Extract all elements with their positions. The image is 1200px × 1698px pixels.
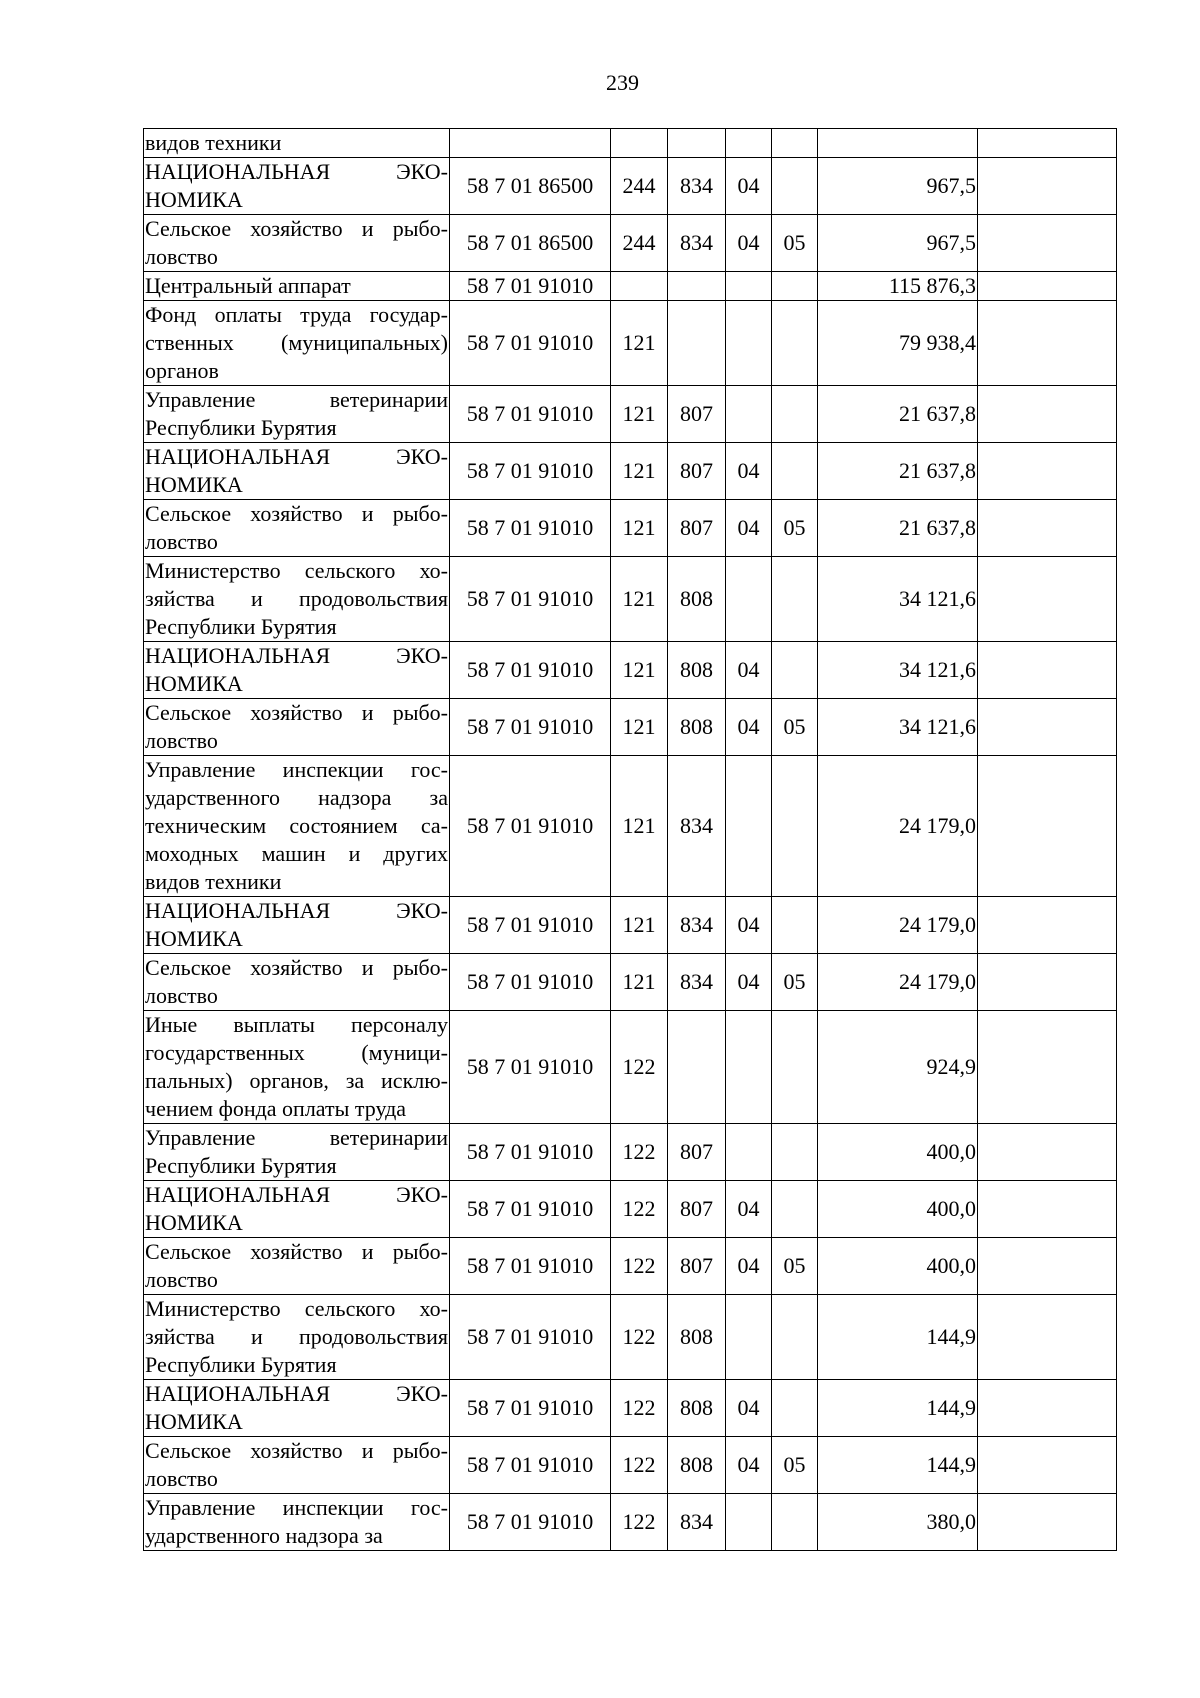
cell-subsection: 05: [772, 215, 818, 272]
cell-amount: [818, 129, 978, 158]
cell-empty: [978, 386, 1117, 443]
cell-amount: 400,0: [818, 1124, 978, 1181]
cell-section: 04: [726, 215, 772, 272]
cell-subsection: [772, 272, 818, 301]
cell-empty: [978, 500, 1117, 557]
cell-name: НАЦИОНАЛЬНАЯ ЭКО-НОМИКА: [144, 443, 450, 500]
cell-subsection: 05: [772, 1238, 818, 1295]
cell-amount: 400,0: [818, 1181, 978, 1238]
table-row: [144, 557, 1117, 642]
cell-amount: 144,9: [818, 1380, 978, 1437]
cell-name: Сельское хозяйство и рыбо-ловство: [144, 1238, 450, 1295]
cell-expense-type: 122: [611, 1437, 668, 1494]
cell-administrator: 808: [668, 1437, 726, 1494]
cell-target-article: 58 7 01 91010: [450, 1437, 611, 1494]
table-row: [144, 386, 1117, 443]
cell-name: видов техники: [144, 129, 450, 158]
cell-empty: [978, 1380, 1117, 1437]
cell-section: 04: [726, 699, 772, 756]
cell-target-article: 58 7 01 91010: [450, 642, 611, 699]
cell-subsection: [772, 897, 818, 954]
cell-section: [726, 1124, 772, 1181]
cell-empty: [978, 1494, 1117, 1551]
cell-administrator: 834: [668, 1494, 726, 1551]
cell-administrator: 834: [668, 954, 726, 1011]
cell-subsection: 05: [772, 699, 818, 756]
cell-target-article: 58 7 01 91010: [450, 301, 611, 386]
cell-section: 04: [726, 642, 772, 699]
cell-name: Министерство сельского хо-зяйства и продовольствия Республики Бурятия: [144, 1295, 450, 1380]
cell-section: [726, 386, 772, 443]
cell-subsection: 05: [772, 1437, 818, 1494]
cell-subsection: [772, 1124, 818, 1181]
table-row: [144, 1295, 1117, 1380]
cell-section: [726, 129, 772, 158]
cell-target-article: 58 7 01 91010: [450, 443, 611, 500]
cell-expense-type: 122: [611, 1238, 668, 1295]
table-row: [144, 1124, 1117, 1181]
cell-target-article: 58 7 01 86500: [450, 158, 611, 215]
cell-empty: [978, 1181, 1117, 1238]
cell-amount: 144,9: [818, 1437, 978, 1494]
cell-amount: 380,0: [818, 1494, 978, 1551]
table-row: [144, 756, 1117, 897]
cell-administrator: 808: [668, 1380, 726, 1437]
cell-expense-type: 121: [611, 756, 668, 897]
table-row: [144, 1181, 1117, 1238]
budget-table: [143, 128, 1117, 1551]
cell-expense-type: [611, 272, 668, 301]
cell-section: 04: [726, 500, 772, 557]
cell-administrator: 808: [668, 642, 726, 699]
table-row: [144, 1011, 1117, 1124]
cell-target-article: 58 7 01 91010: [450, 1124, 611, 1181]
cell-administrator: 807: [668, 500, 726, 557]
cell-expense-type: 121: [611, 301, 668, 386]
cell-empty: [978, 443, 1117, 500]
cell-name: Иные выплаты персоналу государственных (муници-пальных) органов, за исклю-чением фонда оплаты труда: [144, 1011, 450, 1124]
cell-amount: 24 179,0: [818, 897, 978, 954]
table-row: [144, 215, 1117, 272]
cell-target-article: 58 7 01 91010: [450, 386, 611, 443]
cell-empty: [978, 301, 1117, 386]
cell-target-article: 58 7 01 91010: [450, 557, 611, 642]
table-row: [144, 1437, 1117, 1494]
cell-name: НАЦИОНАЛЬНАЯ ЭКО-НОМИКА: [144, 642, 450, 699]
cell-section: 04: [726, 158, 772, 215]
table-row: [144, 642, 1117, 699]
table-row: [144, 301, 1117, 386]
cell-name: НАЦИОНАЛЬНАЯ ЭКО-НОМИКА: [144, 1181, 450, 1238]
cell-subsection: [772, 756, 818, 897]
cell-amount: 21 637,8: [818, 500, 978, 557]
cell-empty: [978, 1238, 1117, 1295]
cell-target-article: 58 7 01 86500: [450, 215, 611, 272]
cell-section: [726, 557, 772, 642]
cell-section: [726, 301, 772, 386]
cell-amount: 115 876,3: [818, 272, 978, 301]
cell-amount: 21 637,8: [818, 443, 978, 500]
cell-subsection: [772, 642, 818, 699]
cell-empty: [978, 756, 1117, 897]
cell-empty: [978, 158, 1117, 215]
cell-administrator: [668, 129, 726, 158]
cell-name: Центральный аппарат: [144, 272, 450, 301]
table-row: [144, 500, 1117, 557]
cell-administrator: 807: [668, 1124, 726, 1181]
cell-amount: 924,9: [818, 1011, 978, 1124]
cell-administrator: 808: [668, 1295, 726, 1380]
cell-name: Министерство сельского хо-зяйства и продовольствия Республики Бурятия: [144, 557, 450, 642]
cell-section: 04: [726, 1437, 772, 1494]
cell-expense-type: 121: [611, 699, 668, 756]
table-body: [144, 129, 1117, 1551]
cell-section: [726, 1011, 772, 1124]
table-row: [144, 1494, 1117, 1551]
cell-name: Сельское хозяйство и рыбо-ловство: [144, 1437, 450, 1494]
cell-empty: [978, 897, 1117, 954]
cell-name: Сельское хозяйство и рыбо-ловство: [144, 699, 450, 756]
cell-administrator: 834: [668, 215, 726, 272]
cell-empty: [978, 272, 1117, 301]
cell-subsection: [772, 386, 818, 443]
cell-amount: 34 121,6: [818, 699, 978, 756]
cell-amount: 967,5: [818, 215, 978, 272]
cell-subsection: 05: [772, 500, 818, 557]
cell-administrator: 808: [668, 557, 726, 642]
cell-administrator: 807: [668, 1181, 726, 1238]
cell-target-article: 58 7 01 91010: [450, 272, 611, 301]
cell-expense-type: 122: [611, 1295, 668, 1380]
table-row: [144, 443, 1117, 500]
cell-target-article: 58 7 01 91010: [450, 1238, 611, 1295]
cell-administrator: [668, 301, 726, 386]
cell-amount: 34 121,6: [818, 642, 978, 699]
cell-subsection: [772, 129, 818, 158]
cell-subsection: [772, 1011, 818, 1124]
cell-target-article: [450, 129, 611, 158]
cell-expense-type: 121: [611, 897, 668, 954]
cell-subsection: [772, 158, 818, 215]
cell-amount: 967,5: [818, 158, 978, 215]
cell-expense-type: 121: [611, 500, 668, 557]
cell-expense-type: 121: [611, 954, 668, 1011]
cell-target-article: 58 7 01 91010: [450, 1380, 611, 1437]
cell-section: [726, 1295, 772, 1380]
cell-section: [726, 756, 772, 897]
table-row: [144, 1238, 1117, 1295]
cell-target-article: 58 7 01 91010: [450, 500, 611, 557]
cell-administrator: [668, 272, 726, 301]
cell-name: Управление ветеринарии Республики Бурятия: [144, 386, 450, 443]
cell-empty: [978, 699, 1117, 756]
table-row: [144, 1380, 1117, 1437]
cell-subsection: 05: [772, 954, 818, 1011]
cell-expense-type: 122: [611, 1494, 668, 1551]
cell-name: Сельское хозяйство и рыбо-ловство: [144, 954, 450, 1011]
cell-expense-type: 121: [611, 386, 668, 443]
cell-name: Управление инспекции гос-ударственного надзора за: [144, 1494, 450, 1551]
cell-subsection: [772, 1494, 818, 1551]
cell-empty: [978, 954, 1117, 1011]
cell-target-article: 58 7 01 91010: [450, 954, 611, 1011]
cell-administrator: 834: [668, 158, 726, 215]
cell-section: 04: [726, 443, 772, 500]
cell-target-article: 58 7 01 91010: [450, 1011, 611, 1124]
cell-empty: [978, 557, 1117, 642]
cell-administrator: 834: [668, 897, 726, 954]
cell-section: 04: [726, 1380, 772, 1437]
cell-name: Управление инспекции гос-ударственного надзора за техническим состоянием са-моходных машин и других видов техники: [144, 756, 450, 897]
cell-target-article: 58 7 01 91010: [450, 699, 611, 756]
cell-empty: [978, 642, 1117, 699]
page-number: 239: [606, 70, 639, 95]
cell-target-article: 58 7 01 91010: [450, 1295, 611, 1380]
cell-expense-type: 121: [611, 443, 668, 500]
cell-name: НАЦИОНАЛЬНАЯ ЭКО-НОМИКА: [144, 1380, 450, 1437]
cell-subsection: [772, 1181, 818, 1238]
cell-amount: 24 179,0: [818, 954, 978, 1011]
cell-administrator: 807: [668, 1238, 726, 1295]
table-row: [144, 129, 1117, 158]
cell-target-article: 58 7 01 91010: [450, 756, 611, 897]
cell-expense-type: 121: [611, 557, 668, 642]
cell-expense-type: 244: [611, 158, 668, 215]
cell-name: Сельское хозяйство и рыбо-ловство: [144, 215, 450, 272]
cell-empty: [978, 1295, 1117, 1380]
cell-name: Управление ветеринарии Республики Бурятия: [144, 1124, 450, 1181]
cell-expense-type: 122: [611, 1011, 668, 1124]
cell-amount: 144,9: [818, 1295, 978, 1380]
cell-amount: 21 637,8: [818, 386, 978, 443]
cell-section: 04: [726, 954, 772, 1011]
cell-target-article: 58 7 01 91010: [450, 897, 611, 954]
cell-administrator: 808: [668, 699, 726, 756]
cell-expense-type: 121: [611, 642, 668, 699]
cell-subsection: [772, 443, 818, 500]
cell-name: НАЦИОНАЛЬНАЯ ЭКО-НОМИКА: [144, 897, 450, 954]
cell-empty: [978, 129, 1117, 158]
cell-expense-type: 244: [611, 215, 668, 272]
cell-section: 04: [726, 897, 772, 954]
cell-section: [726, 272, 772, 301]
cell-subsection: [772, 1380, 818, 1437]
cell-administrator: 807: [668, 386, 726, 443]
cell-expense-type: 122: [611, 1124, 668, 1181]
cell-name: НАЦИОНАЛЬНАЯ ЭКО-НОМИКА: [144, 158, 450, 215]
table-row: [144, 699, 1117, 756]
cell-section: 04: [726, 1181, 772, 1238]
cell-empty: [978, 1437, 1117, 1494]
cell-subsection: [772, 557, 818, 642]
cell-amount: 34 121,6: [818, 557, 978, 642]
cell-section: [726, 1494, 772, 1551]
cell-amount: 400,0: [818, 1238, 978, 1295]
cell-expense-type: 122: [611, 1380, 668, 1437]
cell-name: Фонд оплаты труда государ-ственных (муниципальных) органов: [144, 301, 450, 386]
cell-amount: 24 179,0: [818, 756, 978, 897]
cell-expense-type: [611, 129, 668, 158]
table-row: [144, 954, 1117, 1011]
cell-amount: 79 938,4: [818, 301, 978, 386]
table-row: [144, 272, 1117, 301]
cell-subsection: [772, 1295, 818, 1380]
cell-administrator: [668, 1011, 726, 1124]
cell-empty: [978, 1011, 1117, 1124]
cell-subsection: [772, 301, 818, 386]
cell-target-article: 58 7 01 91010: [450, 1494, 611, 1551]
table-row: [144, 897, 1117, 954]
table-row: [144, 158, 1117, 215]
cell-target-article: 58 7 01 91010: [450, 1181, 611, 1238]
cell-administrator: 807: [668, 443, 726, 500]
cell-empty: [978, 1124, 1117, 1181]
cell-section: 04: [726, 1238, 772, 1295]
cell-name: Сельское хозяйство и рыбо-ловство: [144, 500, 450, 557]
cell-empty: [978, 215, 1117, 272]
cell-administrator: 834: [668, 756, 726, 897]
cell-expense-type: 122: [611, 1181, 668, 1238]
